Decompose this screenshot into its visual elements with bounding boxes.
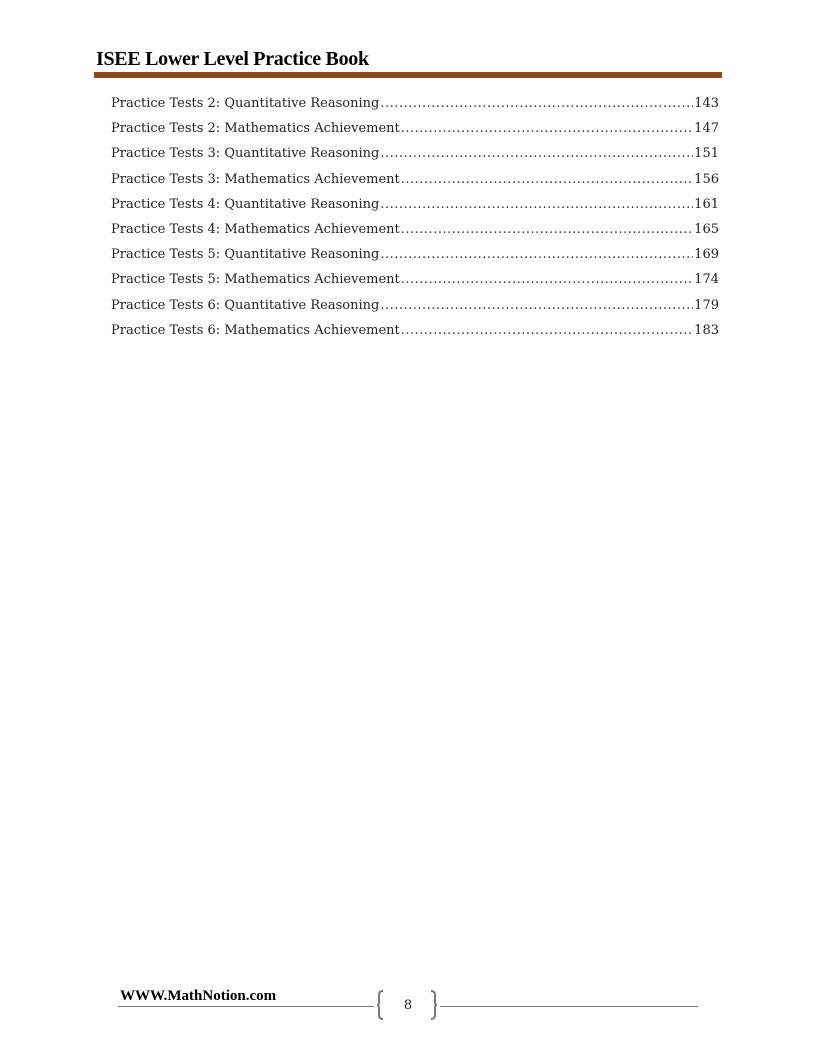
toc-entry (111, 272, 719, 297)
footer-rule-left (118, 1006, 374, 1007)
right-bracket-icon (430, 990, 438, 1020)
footer-rule-right (440, 1006, 698, 1007)
toc-entry (111, 172, 719, 197)
toc-entry-title: Practice Tests 4: Mathematics Achievement (111, 221, 400, 237)
toc-entry-page: 151 (694, 146, 719, 162)
toc-entry (111, 222, 719, 247)
toc-dot-leader (380, 298, 693, 313)
toc-entry-page: 147 (694, 121, 719, 137)
toc-entry-title: Practice Tests 6: Quantitative Reasoning (111, 297, 380, 313)
toc-entry-page: 179 (694, 297, 719, 313)
toc-entry-title: Practice Tests 4: Quantitative Reasoning (111, 196, 380, 212)
footer-website: WWW.MathNotion.com (120, 988, 277, 1004)
page-header-title: ISEE Lower Level Practice Book (96, 48, 369, 70)
toc-entry-page: 161 (694, 196, 719, 212)
toc-entry-page: 174 (694, 272, 719, 288)
toc-entry (111, 298, 719, 323)
toc-entry (111, 146, 719, 171)
toc-dot-leader (401, 222, 693, 237)
table-of-contents (111, 96, 719, 348)
toc-dot-leader (380, 197, 693, 212)
toc-dot-leader (401, 323, 693, 338)
toc-entry (111, 247, 719, 272)
toc-entry (111, 197, 719, 222)
toc-dot-leader (380, 96, 693, 111)
toc-entry-page: 183 (694, 322, 719, 338)
toc-entry-title: Practice Tests 2: Mathematics Achievement (111, 121, 400, 137)
toc-dot-leader (401, 121, 693, 136)
toc-dot-leader (380, 146, 693, 161)
toc-entry (111, 121, 719, 146)
toc-entry-page: 156 (694, 171, 719, 187)
page-number: 8 (403, 998, 413, 1013)
toc-entry (111, 96, 719, 121)
left-bracket-icon (376, 990, 384, 1020)
toc-entry-page: 165 (694, 221, 719, 237)
toc-entry-title: Practice Tests 3: Mathematics Achievement (111, 171, 400, 187)
toc-dot-leader (401, 272, 693, 287)
toc-entry-title: Practice Tests 2: Quantitative Reasoning (111, 96, 380, 111)
toc-entry-title: Practice Tests 3: Quantitative Reasoning (111, 146, 380, 162)
toc-entry (111, 323, 719, 348)
toc-dot-leader (380, 247, 693, 262)
toc-entry-title: Practice Tests 5: Quantitative Reasoning (111, 247, 380, 263)
toc-dot-leader (401, 172, 693, 187)
toc-entry-title: Practice Tests 5: Mathematics Achievement (111, 272, 400, 288)
header-rule (94, 72, 722, 78)
toc-entry-page: 143 (694, 96, 719, 111)
toc-entry-title: Practice Tests 6: Mathematics Achievement (111, 322, 400, 338)
toc-entry-page: 169 (694, 247, 719, 263)
